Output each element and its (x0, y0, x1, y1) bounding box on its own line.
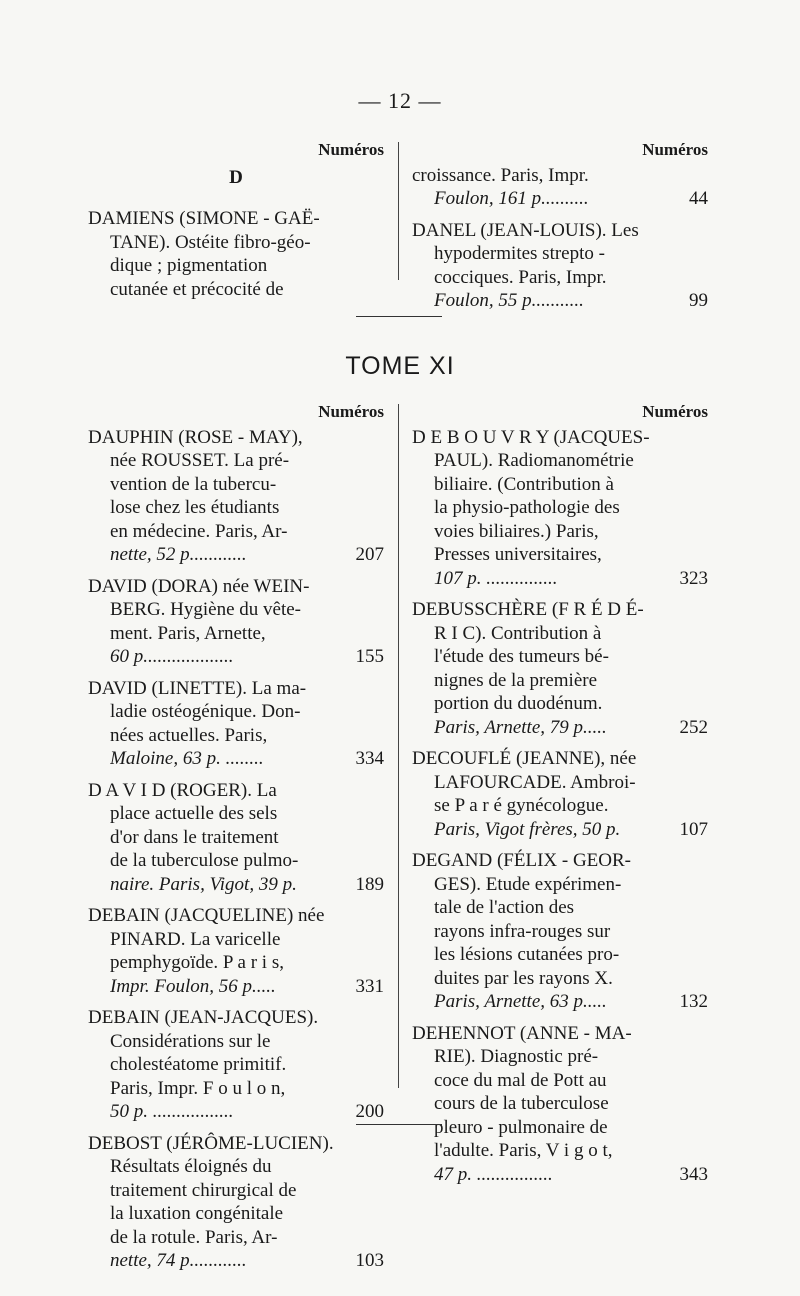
entry-reference-line (88, 975, 384, 999)
entry-line: en médecine. Paris, Ar- (110, 520, 288, 542)
entry-line: PAUL). Radiomanométrie (434, 450, 634, 471)
entry-reference-line (412, 818, 708, 842)
entry-reference-line (88, 543, 384, 567)
index-entry (88, 1006, 384, 1124)
entry-line: place actuelle des sels (110, 803, 278, 824)
entry-line: Résultats éloignés du (110, 1156, 272, 1177)
entry-line: DECOUFLÉ (JEANNE), née (412, 748, 637, 769)
entry-line: DEBAIN (JACQUELINE) née (88, 905, 325, 926)
entry-line: DAMIENS (SIMONE - GAË- (88, 208, 320, 229)
entry-line: DANEL (JEAN-LOUIS). Les (412, 219, 639, 241)
entry-line: la luxation congénitale (110, 1203, 284, 1224)
index-entry (88, 426, 384, 567)
entry-line: ment. Paris, Arnette, (110, 622, 266, 644)
entry-line: dique ; pigmentation (110, 255, 268, 276)
entry-line: D E B O U V R Y (JACQUES- (412, 426, 650, 448)
entry-line: Considérations sur le (110, 1030, 271, 1052)
entry-reference: Foulon, 161 p.......... (434, 188, 589, 209)
entry-reference-line (412, 990, 708, 1014)
tome-title: TOME XI (345, 352, 455, 380)
bottom-right-header: Numéros (642, 402, 708, 421)
entry-number: 107 (679, 818, 708, 840)
index-entry (88, 677, 384, 771)
entry-reference: 107 p. ............... (434, 567, 558, 589)
entry-line: duites par les rayons X. (434, 967, 613, 989)
entry-line: hypodermites strepto - (434, 243, 605, 264)
top-right-header: Numéros (642, 140, 708, 159)
entry-reference-line (412, 289, 708, 313)
bottom-left-header: Numéros (318, 402, 384, 421)
entry-line: vention de la tubercu- (110, 473, 277, 495)
entry-line: croissance. Paris, Impr. (412, 164, 589, 186)
entry-line: l'étude des tumeurs bé- (434, 646, 609, 667)
entry-line: la physio-pathologie des (434, 497, 620, 518)
entry-line: pleuro - pulmonaire de (434, 1116, 608, 1138)
entry-number: 103 (355, 1250, 384, 1271)
entry-reference-line (88, 747, 384, 771)
entry-line: RIE). Diagnostic pré- (434, 1046, 599, 1067)
entry-reference-line (88, 873, 384, 897)
entry-reference: nette, 74 p............ (110, 1250, 247, 1271)
entry-line: BERG. Hygiène du vête- (110, 599, 302, 620)
index-entry (412, 219, 708, 313)
entry-line: tale de l'action des (434, 897, 575, 918)
entry-reference: nette, 52 p............ (110, 544, 247, 565)
entry-line: ladie ostéogénique. Don- (110, 701, 301, 722)
top-left-column (88, 138, 384, 309)
index-entry (88, 904, 384, 998)
entry-line: voies biliaires.) Paris, (434, 520, 599, 542)
entry-line: biliaire. (Contribution à (434, 473, 614, 495)
entry-line: de la rotule. Paris, Ar- (110, 1226, 278, 1248)
entry-reference-line (88, 1249, 384, 1273)
entry-number: 189 (355, 873, 384, 895)
entry-number: 99 (689, 290, 708, 311)
entry-line: GES). Etude expérimen- (434, 873, 622, 895)
bottom-column-divider (398, 404, 399, 1088)
entry-reference: naire. Paris, Vigot, 39 p. (110, 873, 297, 895)
section-rule-top (356, 316, 442, 317)
index-entry (88, 779, 384, 897)
index-entry (412, 426, 708, 591)
page-number: — 12 — (358, 88, 442, 113)
section-letter: D (229, 166, 243, 188)
entry-line: DEBUSSCHÈRE (F R É D É- (412, 599, 644, 620)
entry-line: DAUPHIN (ROSE - MAY), (88, 426, 303, 448)
entry-number: 155 (355, 646, 384, 667)
entry-reference-line (88, 1100, 384, 1124)
entry-line: TANE). Ostéite fibro-géo- (110, 231, 311, 253)
entry-reference-line (412, 716, 708, 740)
index-entry (88, 1132, 384, 1273)
index-entry (412, 849, 708, 1014)
top-left-header: Numéros (318, 140, 384, 159)
entry-reference: 60 p................... (110, 646, 234, 667)
entry-line: cutanée et précocité de (110, 278, 284, 300)
entry-line: d'or dans le traitement (110, 826, 279, 848)
index-entry (412, 1022, 708, 1187)
entry-line: coce du mal de Pott au (434, 1069, 607, 1091)
top-column-divider (398, 142, 399, 280)
index-entry (88, 207, 384, 301)
entry-line: rayons infra-rouges sur (434, 920, 611, 942)
entry-line: DEBOST (JÉRÔME-LUCIEN). (88, 1132, 334, 1154)
entry-line: cocciques. Paris, Impr. (434, 266, 607, 288)
entry-line: se P a r é gynécologue. (434, 795, 609, 816)
entry-number: 132 (679, 991, 708, 1012)
entry-line: l'adulte. Paris, V i g o t, (434, 1140, 613, 1161)
bottom-right-column (412, 400, 708, 1194)
entry-line: DEBAIN (JEAN-JACQUES). (88, 1007, 319, 1028)
entry-number: 331 (355, 975, 384, 997)
entry-number: 207 (355, 544, 384, 565)
entry-line: cholestéatome primitif. (110, 1054, 287, 1075)
entry-reference-line (412, 567, 708, 591)
entry-reference: Maloine, 63 p. ........ (110, 748, 264, 769)
entry-number: 343 (679, 1163, 708, 1185)
entry-line: DEHENNOT (ANNE - MA- (412, 1022, 632, 1044)
entry-number: 200 (355, 1101, 384, 1122)
section-rule-bottom (356, 1124, 442, 1125)
entry-reference-line (412, 1163, 708, 1187)
entry-number: 252 (679, 716, 708, 738)
entry-line: de la tuberculose pulmo- (110, 850, 299, 871)
entry-line: PINARD. La varicelle (110, 928, 281, 950)
entry-line: DAVID (DORA) née WEIN- (88, 575, 310, 597)
entry-line: traitement chirurgical de (110, 1179, 297, 1201)
entry-reference: Impr. Foulon, 56 p..... (110, 975, 276, 997)
entry-reference: Paris, Arnette, 79 p..... (434, 716, 607, 738)
index-entry (88, 575, 384, 669)
index-entry (412, 164, 708, 211)
entry-reference: 47 p. ................ (434, 1163, 553, 1185)
entry-line: DAVID (LINETTE). La ma- (88, 677, 307, 699)
entry-line: lose chez les étudiants (110, 497, 280, 518)
entry-line: D A V I D (ROGER). La (88, 779, 277, 801)
entry-reference: Paris, Vigot frères, 50 p. (434, 818, 621, 840)
entry-reference-line (88, 645, 384, 669)
entry-line: cours de la tuberculose (434, 1093, 609, 1114)
entry-number: 323 (679, 567, 708, 589)
entry-line: Presses universitaires, (434, 544, 602, 565)
entry-number: 44 (689, 188, 708, 209)
entry-line: LAFOURCADE. Ambroi- (434, 771, 636, 793)
index-entry (412, 598, 708, 739)
bottom-left-column (88, 400, 384, 1281)
entry-line: née ROUSSET. La pré- (110, 450, 290, 471)
entry-line: R I C). Contribution à (434, 622, 602, 644)
entry-line: nignes de la première (434, 669, 598, 691)
entry-line: portion du duodénum. (434, 693, 603, 714)
entry-line: pemphygoïde. P a r i s, (110, 952, 284, 973)
entry-line: nées actuelles. Paris, (110, 724, 268, 746)
index-entry (412, 747, 708, 841)
entry-line: DEGAND (FÉLIX - GEOR- (412, 850, 631, 871)
entry-reference-line (412, 187, 708, 211)
entry-number: 334 (355, 748, 384, 769)
entry-line: Paris, Impr. F o u l o n, (110, 1077, 286, 1099)
entry-line: les lésions cutanées pro- (434, 944, 620, 965)
entry-reference: Paris, Arnette, 63 p..... (434, 991, 607, 1012)
top-right-column (412, 138, 708, 321)
entry-reference: Foulon, 55 p........... (434, 290, 584, 311)
entry-reference: 50 p. ................. (110, 1101, 234, 1122)
